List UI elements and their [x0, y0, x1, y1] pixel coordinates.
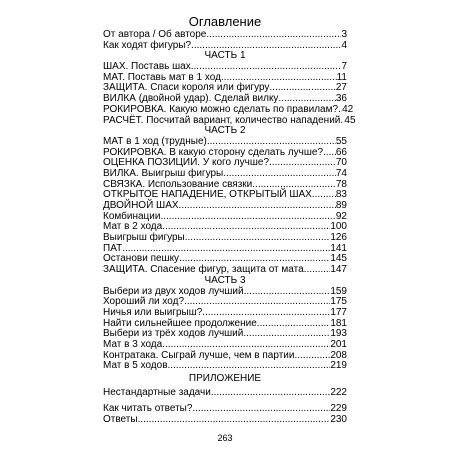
toc-leader-dots — [162, 222, 330, 233]
appendix-heading: ПРИЛОЖЕНИЕ — [188, 373, 262, 384]
toc-answers-group — [103, 404, 347, 425]
toc-leader-dots — [168, 361, 331, 372]
toc-entry-page: 219 — [330, 360, 347, 372]
toc-leader-dots — [294, 351, 330, 362]
toc-entry — [103, 415, 347, 426]
toc-leader-dots — [185, 233, 331, 244]
toc-leader-dots — [160, 212, 335, 223]
toc-entry-label: Комбинации — [103, 210, 161, 222]
toc-entry-page: 230 — [330, 414, 347, 426]
toc-appendix-group — [103, 388, 347, 399]
toc-entry-page: 66 — [335, 146, 347, 158]
toc-entry-page: 83 — [335, 189, 347, 201]
toc-leader-dots — [244, 287, 331, 298]
toc-title: Оглавление — [188, 14, 262, 29]
toc-entry-label: Контратака. Сыграй лучше, чем в партии — [103, 349, 295, 361]
toc-entry — [103, 361, 347, 372]
toc-leader-dots — [211, 388, 330, 399]
toc-entry-page: 175 — [330, 296, 347, 308]
part3-heading: ЧАСТЬ 3 — [204, 274, 246, 286]
toc-entry-label: Как читать ответы? — [103, 403, 193, 415]
part1-heading: ЧАСТЬ 1 — [204, 50, 246, 62]
toc-entry-label: Найти сильнейшее продолжение — [103, 317, 257, 329]
toc-entry-page: 70 — [335, 157, 347, 169]
toc-entry-label: ОЦЕНКА ПОЗИЦИИ. У кого лучше? — [103, 157, 270, 169]
toc-entry-page: 229 — [330, 403, 347, 415]
toc-leader-dots — [312, 190, 336, 201]
toc-entry — [103, 388, 347, 399]
toc-leader-dots — [269, 83, 335, 94]
toc-entry-label: ОТКРЫТОЕ НАПАДЕНИЕ, ОТКРЫТЫЙ ШАХ — [103, 189, 312, 201]
toc-entry-label: СВЯЗКА. Использование связки — [103, 178, 253, 190]
toc-leader-dots — [206, 30, 341, 41]
toc-entry-page: 159 — [330, 285, 347, 297]
toc-entry-page: 126 — [330, 232, 347, 244]
toc-entry-label: ШАХ. Поставь шах — [103, 61, 191, 73]
toc-entry-page: 181 — [330, 317, 347, 329]
toc-entry-label: РОКИРОВКА. В какую сторону сделать лучше? — [103, 146, 324, 158]
toc-entry-label: Нестандартные задачи — [103, 386, 211, 398]
toc-entry-label: ДВОЙНОЙ ШАХ — [103, 200, 179, 211]
toc-part1-group — [103, 61, 356, 126]
toc-entry-page: 7 — [341, 61, 347, 73]
toc-entry — [103, 404, 347, 415]
toc-entry — [103, 308, 347, 319]
toc-entry — [103, 137, 347, 148]
toc-entry-page: 89 — [335, 200, 347, 211]
toc-entry-label: Ответы — [103, 414, 138, 426]
toc-entry-page: 145 — [330, 253, 347, 265]
toc-entry-label: МАТ в 1 ход (трудные) — [103, 135, 207, 147]
toc-leader-dots — [179, 201, 336, 212]
toc-entry-page: 36 — [335, 93, 347, 105]
toc-entry-page: 42 — [342, 103, 354, 115]
toc-leader-dots — [207, 137, 336, 148]
toc-entry-page: 4 — [341, 39, 347, 51]
toc-entry-page: 177 — [330, 306, 347, 318]
toc-entry-label: ПАТ — [103, 242, 123, 254]
toc-entry-page: 147 — [330, 264, 347, 276]
toc-entry-label: ЗАЩИТА. Спаси короля или фигуру — [103, 82, 270, 94]
toc-entry-page: 78 — [335, 178, 347, 190]
toc-part3-group — [103, 287, 347, 373]
toc-leader-dots — [269, 158, 336, 169]
toc-entry-label: Ничья или выигрыш? — [103, 306, 203, 318]
toc-leader-dots — [304, 265, 331, 276]
page-number: 263 — [217, 433, 233, 443]
toc-entry — [103, 103, 354, 116]
toc-entry-label: Хороший ли ход? — [103, 296, 185, 308]
toc-part2-group — [103, 137, 347, 276]
toc-entry-label: Мат в 5 ходов — [103, 360, 168, 372]
toc-entry-label: Как ходят фигуры? — [103, 39, 192, 51]
toc-entry-page: 100 — [330, 221, 347, 233]
toc-entry-label: Останови пешку — [103, 253, 180, 265]
toc-intro-group — [103, 30, 347, 51]
toc-leader-dots — [243, 329, 330, 340]
toc-entry-page: 222 — [330, 386, 347, 398]
toc-entry-page: 201 — [330, 338, 347, 350]
toc-entry-label: Мат в 2 хода — [103, 221, 163, 233]
toc-entry-page: 27 — [335, 82, 347, 94]
toc-entry-page: 45 — [344, 114, 356, 126]
toc-list — [103, 29, 356, 426]
toc-entry-label: ВИЛКА. Выигрыш фигуры — [103, 167, 224, 179]
toc-entry-label: От автора / Об авторе — [103, 29, 207, 40]
toc-entry — [103, 233, 347, 244]
toc-entry-page: 92 — [335, 210, 347, 222]
toc-leader-dots — [202, 308, 330, 319]
toc-entry-page: 193 — [330, 328, 347, 340]
part2-heading: ЧАСТЬ 2 — [204, 125, 246, 137]
toc-entry-page: 11 — [336, 71, 347, 83]
toc-entry-page: 74 — [335, 167, 347, 179]
toc-entry-label: МАТ. Поставь мат в 1 ход — [103, 71, 221, 83]
toc-entry-page: 55 — [335, 135, 347, 147]
toc-entry-label: Выбери из двух ходов лучший — [103, 285, 244, 297]
toc-entry-page: 3 — [341, 29, 347, 40]
toc-entry-label: РАСЧЁТ. Посчитай вариант, количество нападений — [103, 114, 341, 126]
toc-entry-label: ЗАЩИТА. Спасение фигур, защита от мата — [103, 264, 304, 276]
toc-leader-dots — [257, 319, 331, 330]
toc-entry-page: 208 — [330, 349, 347, 361]
toc-leader-dots — [138, 415, 331, 426]
toc-entry-label: Выбери из трёх ходов лучший — [103, 328, 244, 340]
toc-entry-label: ВИЛКА (двойной удар). Сделай вилку — [103, 93, 279, 105]
toc-leader-dots — [184, 297, 330, 308]
toc-entry-label: Мат в 3 хода — [103, 338, 163, 350]
toc-entry-label: Выигрыш фигуры — [103, 232, 185, 244]
toc-entry-page: 141 — [330, 242, 347, 254]
toc-leader-dots — [323, 148, 336, 159]
toc-leader-dots — [192, 404, 330, 415]
toc-entry-label: РОКИРОВКА. Какую можно сделать по правилам? — [103, 103, 339, 115]
